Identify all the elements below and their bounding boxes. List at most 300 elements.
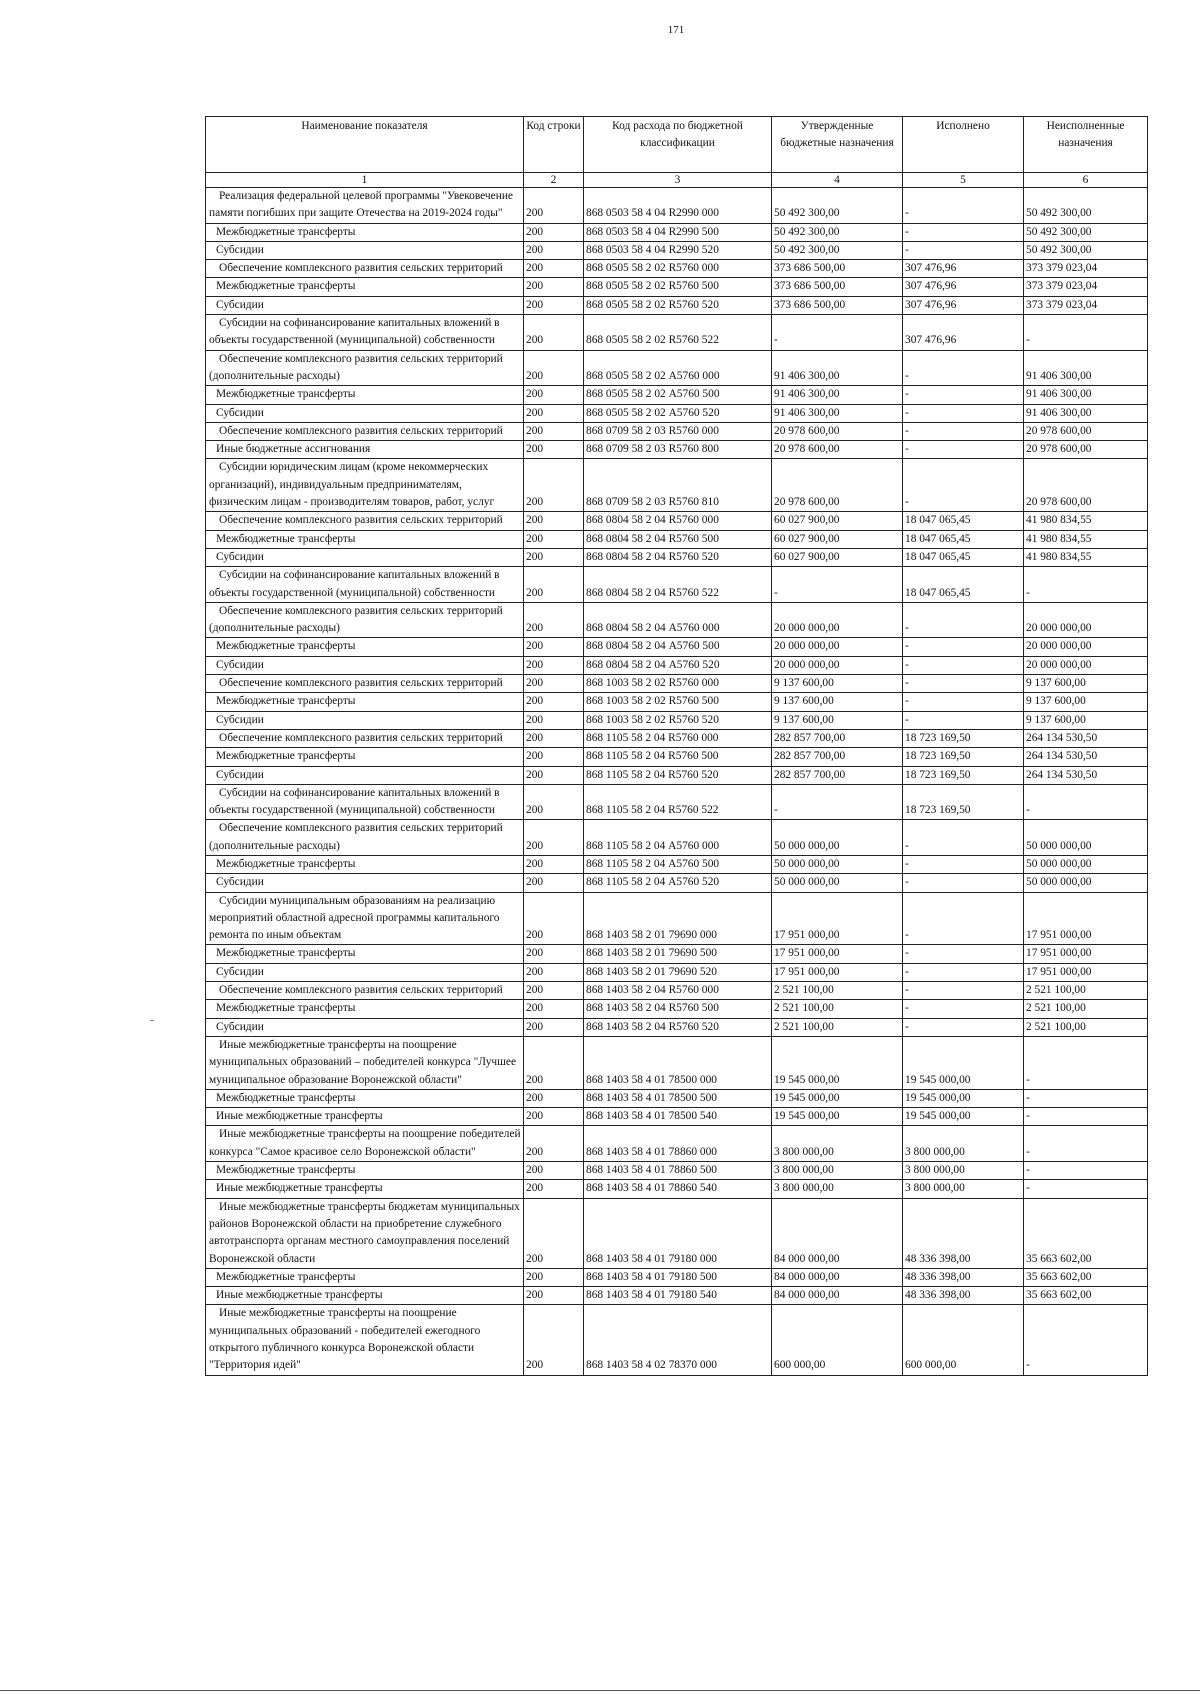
cell-approved: 373 686 500,00 [772,278,903,296]
cell-line-code: 200 [524,441,584,459]
cell-indicator-name: Обеспечение комплексного развития сельских территорий [206,729,524,747]
header-line-code: Код строки [524,117,584,173]
cell-approved: 91 406 300,00 [772,404,903,422]
cell-line-code: 200 [524,748,584,766]
cell-budget-code: 868 0804 58 2 04 А5760 520 [584,656,772,674]
cell-line-code: 200 [524,711,584,729]
cell-approved: 20 000 000,00 [772,656,903,674]
cell-indicator-name: Межбюджетные трансферты [206,530,524,548]
cell-executed: 18 723 169,50 [903,729,1024,747]
cell-budget-code: 868 1003 58 2 02 R5760 000 [584,675,772,693]
table-row [206,638,1148,656]
cell-executed: 19 545 000,00 [903,1108,1024,1126]
cell-unexecuted: 50 000 000,00 [1024,820,1148,856]
cell-approved: 20 978 600,00 [772,441,903,459]
cell-approved: 91 406 300,00 [772,350,903,386]
cell-approved: 19 545 000,00 [772,1036,903,1089]
table-row [206,1287,1148,1305]
cell-budget-code: 868 1105 58 2 04 А5760 520 [584,874,772,892]
cell-indicator-name: Межбюджетные трансферты [206,748,524,766]
cell-budget-code: 868 1105 58 2 04 R5760 520 [584,766,772,784]
cell-line-code: 200 [524,784,584,820]
cell-line-code: 200 [524,223,584,241]
table-row [206,693,1148,711]
cell-indicator-name: Субсидии [206,241,524,259]
cell-indicator-name: Межбюджетные трансферты [206,386,524,404]
cell-unexecuted: 41 980 834,55 [1024,530,1148,548]
cell-executed: 18 723 169,50 [903,784,1024,820]
cell-approved: 50 000 000,00 [772,855,903,873]
cell-executed: - [903,675,1024,693]
cell-indicator-name: Иные межбюджетные трансферты [206,1180,524,1198]
cell-indicator-name: Обеспечение комплексного развития сельских территорий (дополнительные расходы) [206,350,524,386]
cell-line-code: 200 [524,1180,584,1198]
column-number: 5 [903,173,1024,188]
table-row [206,223,1148,241]
cell-budget-code: 868 1403 58 2 01 79690 000 [584,892,772,945]
cell-executed: - [903,602,1024,638]
cell-executed: 18 047 065,45 [903,548,1024,566]
table-row [206,1036,1148,1089]
cell-line-code: 200 [524,530,584,548]
cell-unexecuted: 20 978 600,00 [1024,422,1148,440]
cell-approved: 91 406 300,00 [772,386,903,404]
cell-approved: - [772,315,903,351]
cell-unexecuted: 50 000 000,00 [1024,874,1148,892]
cell-executed: 307 476,96 [903,278,1024,296]
cell-line-code: 200 [524,945,584,963]
table-row [206,1198,1148,1268]
header-budget-classification-code: Код расхода по бюджетной классификации [584,117,772,173]
cell-unexecuted: 50 000 000,00 [1024,855,1148,873]
cell-approved: 84 000 000,00 [772,1268,903,1286]
cell-budget-code: 868 1105 58 2 04 R5760 500 [584,748,772,766]
cell-indicator-name: Субсидии [206,404,524,422]
cell-indicator-name: Субсидии на софинансирование капитальных вложений в объекты государственной (муниципальной) собственности [206,784,524,820]
cell-budget-code: 868 1403 58 4 01 78860 000 [584,1126,772,1162]
cell-indicator-name: Межбюджетные трансферты [206,1268,524,1286]
cell-unexecuted: 50 492 300,00 [1024,188,1148,224]
cell-approved: 50 000 000,00 [772,874,903,892]
table-row [206,1108,1148,1126]
cell-line-code: 200 [524,386,584,404]
cell-unexecuted: 20 000 000,00 [1024,602,1148,638]
cell-executed: - [903,892,1024,945]
cell-approved: 84 000 000,00 [772,1198,903,1268]
cell-budget-code: 868 0505 58 2 02 R5760 000 [584,260,772,278]
cell-executed: - [903,223,1024,241]
cell-indicator-name: Субсидии [206,296,524,314]
cell-indicator-name: Иные межбюджетные трансферты на поощрение муниципальных образований – победителей конкурса "Лучшее муниципальное образование Воронежской области" [206,1036,524,1089]
table-row [206,548,1148,566]
cell-budget-code: 868 1003 58 2 02 R5760 520 [584,711,772,729]
cell-budget-code: 868 1403 58 4 01 78500 500 [584,1089,772,1107]
table-row [206,748,1148,766]
cell-approved: 373 686 500,00 [772,296,903,314]
cell-budget-code: 868 0709 58 2 03 R5760 810 [584,459,772,512]
cell-executed: 307 476,96 [903,296,1024,314]
table-row [206,874,1148,892]
cell-unexecuted: - [1024,1162,1148,1180]
cell-unexecuted: 264 134 530,50 [1024,766,1148,784]
table-row [206,350,1148,386]
cell-indicator-name: Субсидии [206,766,524,784]
cell-approved: 20 000 000,00 [772,638,903,656]
cell-indicator-name: Межбюджетные трансферты [206,855,524,873]
cell-line-code: 200 [524,982,584,1000]
table-row [206,945,1148,963]
cell-line-code: 200 [524,1000,584,1018]
cell-approved: 282 857 700,00 [772,748,903,766]
cell-line-code: 200 [524,1287,584,1305]
cell-approved: 373 686 500,00 [772,260,903,278]
cell-unexecuted: 20 978 600,00 [1024,441,1148,459]
table-row [206,459,1148,512]
cell-approved: 50 492 300,00 [772,241,903,259]
cell-budget-code: 868 1403 58 2 01 79690 520 [584,963,772,981]
table-header-row [206,117,1148,173]
cell-approved: 60 027 900,00 [772,530,903,548]
cell-unexecuted: 9 137 600,00 [1024,711,1148,729]
cell-executed: 18 047 065,45 [903,530,1024,548]
cell-budget-code: 868 0804 58 2 04 R5760 520 [584,548,772,566]
cell-indicator-name: Обеспечение комплексного развития сельских территорий [206,512,524,530]
cell-approved: 20 978 600,00 [772,459,903,512]
cell-executed: 600 000,00 [903,1305,1024,1375]
cell-approved: 282 857 700,00 [772,766,903,784]
cell-approved: 3 800 000,00 [772,1126,903,1162]
cell-budget-code: 868 0709 58 2 03 R5760 000 [584,422,772,440]
cell-line-code: 200 [524,241,584,259]
cell-indicator-name: Субсидии на софинансирование капитальных вложений в объекты государственной (муниципальной) собственности [206,315,524,351]
table-row [206,784,1148,820]
table-row [206,1268,1148,1286]
page-bottom-rule [0,1690,1200,1691]
cell-unexecuted: 373 379 023,04 [1024,296,1148,314]
cell-line-code: 200 [524,874,584,892]
cell-executed: - [903,350,1024,386]
cell-approved: 9 137 600,00 [772,711,903,729]
cell-indicator-name: Обеспечение комплексного развития сельских территорий [206,422,524,440]
cell-indicator-name: Межбюджетные трансферты [206,1089,524,1107]
cell-executed: - [903,982,1024,1000]
cell-budget-code: 868 1403 58 4 01 79180 000 [584,1198,772,1268]
table-row [206,422,1148,440]
cell-unexecuted: 264 134 530,50 [1024,729,1148,747]
table-row [206,675,1148,693]
cell-indicator-name: Реализация федеральной целевой программы "Увековечение памяти погибших при защите Отечества на 2019-2024 годы" [206,188,524,224]
table-row [206,315,1148,351]
cell-approved: 17 951 000,00 [772,945,903,963]
cell-executed: - [903,693,1024,711]
cell-approved: 17 951 000,00 [772,963,903,981]
cell-unexecuted: - [1024,1180,1148,1198]
cell-line-code: 200 [524,404,584,422]
cell-budget-code: 868 1105 58 2 04 R5760 522 [584,784,772,820]
cell-budget-code: 868 1403 58 4 01 78500 000 [584,1036,772,1089]
table-row [206,1305,1148,1375]
cell-approved: 9 137 600,00 [772,693,903,711]
cell-unexecuted: 50 492 300,00 [1024,223,1148,241]
table-row [206,260,1148,278]
table-row [206,404,1148,422]
cell-budget-code: 868 1403 58 2 04 R5760 520 [584,1018,772,1036]
cell-approved: 19 545 000,00 [772,1108,903,1126]
cell-indicator-name: Межбюджетные трансферты [206,1000,524,1018]
cell-line-code: 200 [524,459,584,512]
cell-unexecuted: - [1024,1089,1148,1107]
cell-executed: - [903,638,1024,656]
cell-indicator-name: Межбюджетные трансферты [206,945,524,963]
cell-executed: - [903,711,1024,729]
cell-approved: 50 492 300,00 [772,223,903,241]
cell-approved: 282 857 700,00 [772,729,903,747]
scan-mark [150,1020,154,1021]
table-row [206,441,1148,459]
cell-indicator-name: Обеспечение комплексного развития сельских территорий (дополнительные расходы) [206,602,524,638]
cell-executed: - [903,404,1024,422]
column-number-row [206,173,1148,188]
cell-unexecuted: 2 521 100,00 [1024,982,1148,1000]
cell-indicator-name: Субсидии на софинансирование капитальных вложений в объекты государственной (муниципальной) собственности [206,567,524,603]
table-row [206,1089,1148,1107]
cell-indicator-name: Иные межбюджетные трансферты на поощрение муниципальных образований - победителей ежегодного открытого публичного конкурса Воронежской области "Территория идей" [206,1305,524,1375]
column-number: 6 [1024,173,1148,188]
cell-unexecuted: 2 521 100,00 [1024,1018,1148,1036]
column-number: 2 [524,173,584,188]
cell-unexecuted: - [1024,1305,1148,1375]
table-row [206,729,1148,747]
cell-unexecuted: 17 951 000,00 [1024,892,1148,945]
cell-unexecuted: - [1024,1108,1148,1126]
table-row [206,241,1148,259]
cell-unexecuted: 17 951 000,00 [1024,963,1148,981]
cell-unexecuted: 91 406 300,00 [1024,350,1148,386]
cell-indicator-name: Субсидии [206,963,524,981]
cell-line-code: 200 [524,1162,584,1180]
cell-budget-code: 868 1105 58 2 04 А5760 000 [584,820,772,856]
cell-line-code: 200 [524,315,584,351]
cell-unexecuted: 20 000 000,00 [1024,656,1148,674]
cell-indicator-name: Иные бюджетные ассигнования [206,441,524,459]
cell-executed: - [903,1000,1024,1018]
cell-budget-code: 868 0505 58 2 02 А5760 520 [584,404,772,422]
cell-unexecuted: 264 134 530,50 [1024,748,1148,766]
cell-executed: 3 800 000,00 [903,1162,1024,1180]
cell-approved: 84 000 000,00 [772,1287,903,1305]
cell-approved: 600 000,00 [772,1305,903,1375]
cell-line-code: 200 [524,675,584,693]
column-number: 1 [206,173,524,188]
cell-line-code: 200 [524,1036,584,1089]
cell-executed: 19 545 000,00 [903,1036,1024,1089]
cell-approved: 3 800 000,00 [772,1162,903,1180]
cell-approved: 3 800 000,00 [772,1180,903,1198]
table-row [206,1018,1148,1036]
table-row [206,1126,1148,1162]
table-row [206,1162,1148,1180]
cell-unexecuted: 50 492 300,00 [1024,241,1148,259]
cell-line-code: 200 [524,1126,584,1162]
table-row [206,386,1148,404]
cell-executed: 307 476,96 [903,315,1024,351]
table-row [206,982,1148,1000]
cell-budget-code: 868 1403 58 2 01 79690 500 [584,945,772,963]
cell-approved: 2 521 100,00 [772,1000,903,1018]
cell-unexecuted: 373 379 023,04 [1024,278,1148,296]
cell-executed: 18 047 065,45 [903,512,1024,530]
cell-approved: 2 521 100,00 [772,982,903,1000]
cell-executed: 48 336 398,00 [903,1287,1024,1305]
cell-indicator-name: Иные межбюджетные трансферты [206,1287,524,1305]
cell-budget-code: 868 1003 58 2 02 R5760 500 [584,693,772,711]
cell-indicator-name: Иные межбюджетные трансферты на поощрение победителей конкурса "Самое красивое село Воронежской области" [206,1126,524,1162]
cell-indicator-name: Субсидии [206,1018,524,1036]
cell-line-code: 200 [524,963,584,981]
header-unexecuted-appropriations: Неисполненные назначения [1024,117,1148,173]
table-row [206,602,1148,638]
cell-executed: - [903,874,1024,892]
cell-unexecuted: 41 980 834,55 [1024,512,1148,530]
table-row [206,530,1148,548]
cell-budget-code: 868 1105 58 2 04 А5760 500 [584,855,772,873]
cell-line-code: 200 [524,602,584,638]
cell-budget-code: 868 1403 58 2 04 R5760 500 [584,1000,772,1018]
table-row [206,512,1148,530]
cell-approved: 50 492 300,00 [772,188,903,224]
cell-budget-code: 868 1403 58 4 01 78860 540 [584,1180,772,1198]
cell-line-code: 200 [524,1268,584,1286]
cell-executed: - [903,241,1024,259]
cell-approved: 20 978 600,00 [772,422,903,440]
cell-line-code: 200 [524,1108,584,1126]
column-number: 3 [584,173,772,188]
cell-line-code: 200 [524,656,584,674]
cell-unexecuted: 17 951 000,00 [1024,945,1148,963]
cell-executed: - [903,820,1024,856]
cell-budget-code: 868 1403 58 4 01 78860 500 [584,1162,772,1180]
cell-executed: 3 800 000,00 [903,1180,1024,1198]
table-row [206,296,1148,314]
cell-budget-code: 868 1105 58 2 04 R5760 000 [584,729,772,747]
cell-executed: - [903,1018,1024,1036]
cell-approved: 60 027 900,00 [772,548,903,566]
cell-indicator-name: Иные межбюджетные трансферты бюджетам муниципальных районов Воронежской области на приобретение служебного автотранспорта органам местного самоуправления поселений Воронежской области [206,1198,524,1268]
table-row [206,892,1148,945]
cell-executed: - [903,441,1024,459]
cell-line-code: 200 [524,260,584,278]
cell-approved: 19 545 000,00 [772,1089,903,1107]
table-row [206,188,1148,224]
cell-approved: 17 951 000,00 [772,892,903,945]
cell-indicator-name: Обеспечение комплексного развития сельских территорий [206,982,524,1000]
cell-executed: 18 047 065,45 [903,567,1024,603]
page-number: 171 [667,24,685,36]
cell-budget-code: 868 1403 58 2 04 R5760 000 [584,982,772,1000]
table-row [206,656,1148,674]
cell-executed: - [903,188,1024,224]
table-row [206,711,1148,729]
cell-executed: - [903,459,1024,512]
cell-line-code: 200 [524,567,584,603]
cell-budget-code: 868 0503 58 4 04 R2990 500 [584,223,772,241]
cell-approved: - [772,567,903,603]
cell-indicator-name: Межбюджетные трансферты [206,278,524,296]
cell-budget-code: 868 0505 58 2 02 А5760 500 [584,386,772,404]
cell-executed: - [903,855,1024,873]
cell-approved: 50 000 000,00 [772,820,903,856]
cell-executed: 3 800 000,00 [903,1126,1024,1162]
header-approved-appropriations: Утвержденные бюджетные назначения [772,117,903,173]
cell-unexecuted: 35 663 602,00 [1024,1268,1148,1286]
cell-line-code: 200 [524,1198,584,1268]
cell-unexecuted: 2 521 100,00 [1024,1000,1148,1018]
cell-line-code: 200 [524,548,584,566]
column-number: 4 [772,173,903,188]
cell-indicator-name: Межбюджетные трансферты [206,693,524,711]
table-row [206,567,1148,603]
table-row [206,1180,1148,1198]
cell-executed: 19 545 000,00 [903,1089,1024,1107]
cell-line-code: 200 [524,422,584,440]
header-indicator-name: Наименование показателя [206,117,524,173]
cell-budget-code: 868 0804 58 2 04 R5760 522 [584,567,772,603]
cell-executed: 307 476,96 [903,260,1024,278]
cell-executed: 18 723 169,50 [903,766,1024,784]
cell-indicator-name: Межбюджетные трансферты [206,223,524,241]
cell-executed: 48 336 398,00 [903,1268,1024,1286]
cell-approved: 20 000 000,00 [772,602,903,638]
table-row [206,766,1148,784]
cell-indicator-name: Обеспечение комплексного развития сельских территорий [206,260,524,278]
table-row [206,855,1148,873]
cell-line-code: 200 [524,188,584,224]
cell-line-code: 200 [524,892,584,945]
cell-unexecuted: - [1024,1036,1148,1089]
cell-line-code: 200 [524,729,584,747]
cell-unexecuted: 373 379 023,04 [1024,260,1148,278]
cell-unexecuted: 35 663 602,00 [1024,1198,1148,1268]
cell-unexecuted: - [1024,1126,1148,1162]
cell-budget-code: 868 0505 58 2 02 R5760 522 [584,315,772,351]
cell-executed: - [903,386,1024,404]
cell-budget-code: 868 0503 58 4 04 R2990 000 [584,188,772,224]
cell-budget-code: 868 0804 58 2 04 А5760 000 [584,602,772,638]
cell-approved: - [772,784,903,820]
cell-indicator-name: Субсидии юридическим лицам (кроме некоммерческих организаций), индивидуальным предпринимателям, физическим лицам - производителям товаров, работ, услуг [206,459,524,512]
cell-indicator-name: Субсидии [206,711,524,729]
cell-line-code: 200 [524,1305,584,1375]
table-body [206,188,1148,1376]
cell-budget-code: 868 0804 58 2 04 R5760 500 [584,530,772,548]
cell-indicator-name: Субсидии [206,874,524,892]
cell-line-code: 200 [524,855,584,873]
cell-budget-code: 868 0804 58 2 04 А5760 500 [584,638,772,656]
cell-budget-code: 868 1403 58 4 01 79180 540 [584,1287,772,1305]
cell-line-code: 200 [524,296,584,314]
cell-line-code: 200 [524,766,584,784]
cell-executed: - [903,422,1024,440]
cell-unexecuted: 20 978 600,00 [1024,459,1148,512]
table-row [206,963,1148,981]
budget-execution-table [205,116,1148,1376]
cell-budget-code: 868 0503 58 4 04 R2990 520 [584,241,772,259]
cell-budget-code: 868 1403 58 4 01 79180 500 [584,1268,772,1286]
cell-unexecuted: 9 137 600,00 [1024,675,1148,693]
cell-executed: - [903,656,1024,674]
cell-line-code: 200 [524,512,584,530]
cell-budget-code: 868 0709 58 2 03 R5760 800 [584,441,772,459]
